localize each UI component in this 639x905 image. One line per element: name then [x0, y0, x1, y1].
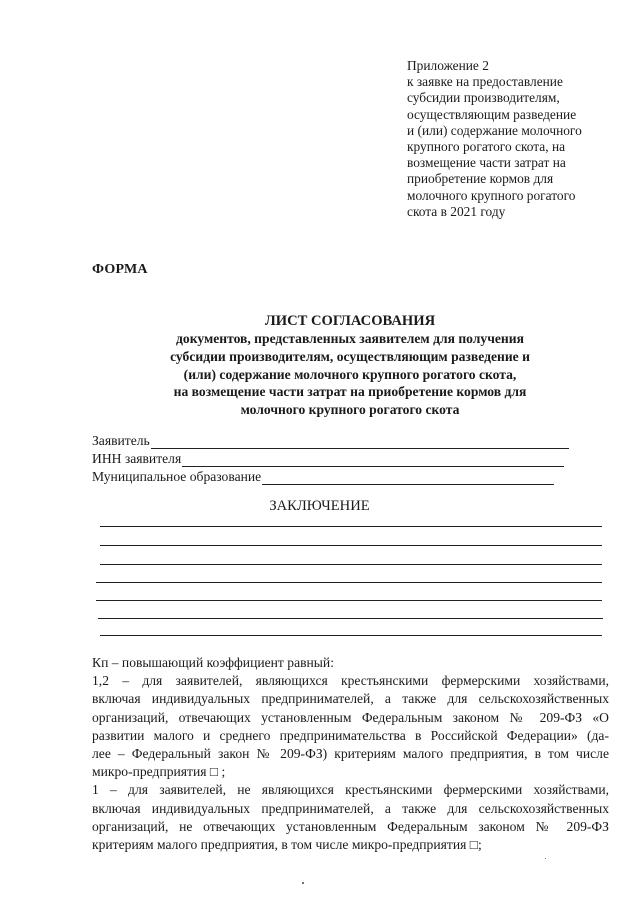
inn-label: ИНН заявителя: [92, 451, 182, 466]
subtitle-line: на возмещение части затрат на приобретение кормов для: [173, 384, 527, 400]
scan-speck: [302, 882, 304, 884]
body-line: включая индивидуальных предпринимателей, а также для сельскохозяйственных: [92, 691, 609, 707]
annex-line: молочного крупного рогатого: [407, 187, 576, 203]
body-line: включая индивидуальных предпринимателей, а также для сельскохозяйственных: [92, 800, 609, 816]
inn-input-line[interactable]: [182, 453, 564, 467]
conclusion-line[interactable]: [98, 618, 603, 619]
subtitle-line: документов, представленных заявителем для получения: [176, 331, 524, 346]
applicant-field: [92, 432, 569, 449]
inn-field: [92, 450, 564, 467]
annex-line: приобретение кормов для: [407, 171, 554, 187]
document-title-subtitle: [60, 330, 639, 419]
document-title: [60, 312, 639, 419]
municipality-input-line[interactable]: [262, 471, 554, 485]
coefficient-text: [92, 654, 609, 854]
conclusion-line[interactable]: [96, 582, 602, 583]
annex-line: и (или) содержание молочного: [407, 122, 582, 138]
annex-line: Приложение 2: [407, 58, 489, 73]
applicant-label: Заявитель: [92, 433, 150, 448]
conclusion-line[interactable]: [100, 526, 602, 527]
body-line: 1,2 – для заявителей, являющихся крестьянскими фермерскими хозяйствами,: [92, 673, 609, 689]
applicant-input-line[interactable]: [151, 435, 569, 449]
subtitle-line: молочного крупного рогатого скота: [240, 402, 460, 418]
form-label: ФОРМА: [92, 262, 148, 277]
body-line: лее – Федеральный закон № 209-ФЗ) критериям малого предприятия, в том числе: [92, 746, 609, 762]
body-line: микро-предприятия □ ;: [92, 764, 226, 780]
conclusion-line[interactable]: [100, 635, 602, 636]
conclusion-line[interactable]: [100, 564, 602, 565]
conclusion-line[interactable]: [100, 545, 602, 546]
body-line: организаций, отвечающих установленным Федеральным законом № 209-ФЗ «О: [92, 709, 609, 725]
conclusion-line[interactable]: [96, 600, 602, 601]
annex-line: субсидии производителям,: [407, 90, 560, 106]
body-line: критериям малого предприятия, в том числе микро-предприятия □;: [92, 837, 482, 853]
annex-line: к заявке на предоставление: [407, 74, 563, 90]
subtitle-line: субсидии производителям, осуществляющим разведение и: [170, 348, 530, 364]
scan-speck: [545, 858, 546, 859]
municipality-label: Муниципальное образование: [92, 469, 262, 484]
municipality-field: [92, 468, 554, 485]
body-line: 1 – для заявителей, не являющихся крестьянскими фермерскими хозяйствами,: [92, 782, 609, 798]
subtitle-line: (или) содержание молочного крупного рогатого скота,: [183, 366, 517, 382]
annex-note: [407, 58, 627, 220]
body-line: Кп – повышающий коэффициент равный:: [92, 655, 334, 670]
body-line: организаций, не отвечающих установленным Федеральным законом № 209-ФЗ: [92, 818, 609, 834]
annex-line: крупного рогатого скота, на: [407, 139, 566, 155]
annex-line: осуществляющим разведение: [407, 106, 577, 122]
body-line: развитии малого и среднего предпринимательства в Российской Федерации» (да-: [92, 727, 609, 743]
annex-line: возмещение части затрат на: [407, 155, 566, 171]
annex-line: скота в 2021 году: [407, 203, 506, 219]
document-title-main: ЛИСТ СОГЛАСОВАНИЯ: [264, 313, 436, 329]
conclusion-title: ЗАКЛЮЧЕНИЕ: [269, 498, 370, 514]
